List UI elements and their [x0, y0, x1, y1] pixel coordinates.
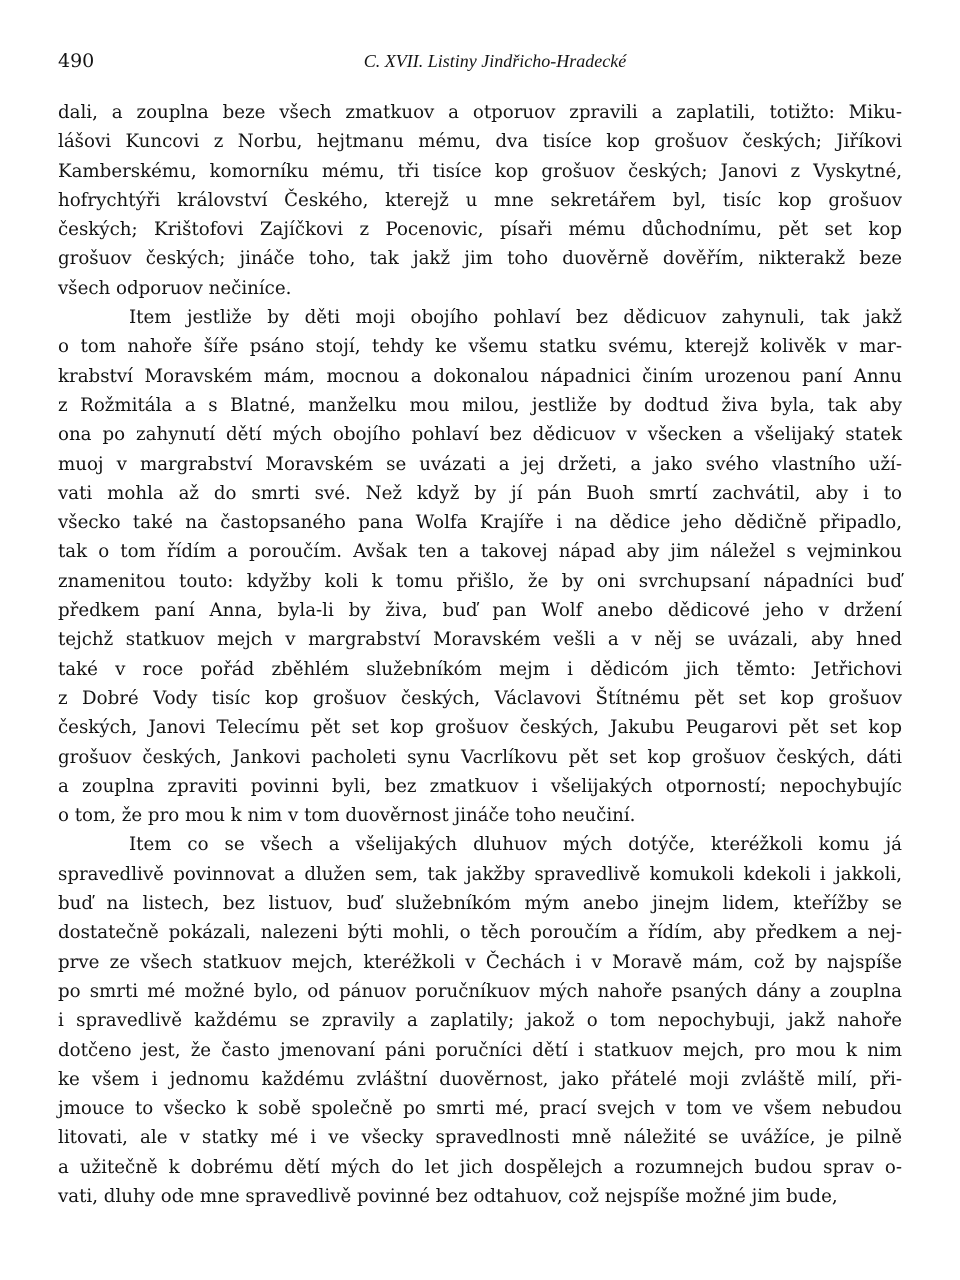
text-line: z Rožmitála a s Blatné, manželku mou milou, jestliže by dodtud živa byla, tak aby — [58, 394, 902, 416]
text-line: a zouplna zpraviti povinni byli, bez zmatkuov i všelijakých otporností; nepochybujíc — [58, 775, 902, 797]
text-line: litovati, ale v statky mé i ve všecky spravedlnosti mně náležité se uvážíce, je pilně — [58, 1127, 902, 1149]
running-head — [58, 48, 902, 78]
text-line: znamenitou touto: kdyžby koli k tomu přišlo, že by oni svrchupsaní nápadníci buď — [58, 570, 902, 592]
text-line: českých, Janovi Telecímu pět set kop grošuov českých, Jakubu Peugarovi pět set kop — [58, 717, 902, 739]
text-line: z Dobré Vody tisíc kop grošuov českých, Václavovi Štítnému pět set kop grošuov — [58, 687, 902, 709]
text-line: dotčeno jest, že často jmenovaní páni poručníci dětí i statkuov mejch, pro mou k nim — [58, 1039, 902, 1061]
text-line: všecko také na častopsaného pana Wolfa Krajíře i na dědice jeho dědičně připadlo, — [58, 512, 902, 534]
text-line: Item co se všech a všelijakých dluhuov mých dotýče, kteréžkoli komu já — [129, 834, 902, 856]
paragraph — [58, 98, 902, 303]
page-number: 490 — [58, 50, 95, 72]
text-line: hofrychtýři království Českého, kterejž u mne sekretářem byl, tisíc kop grošuov — [58, 189, 902, 211]
text-line: předkem paní Anna, byla-li by živa, buď pan Wolf anebo dědicové jeho v držení — [58, 600, 902, 622]
text-line: ona po zahynutí dětí mých obojího pohlaví bez dědicuov v všecken a všelijaký statek — [58, 424, 902, 446]
text-line: grošuov českých, Jankovi pacholeti synu Vacrlíkovu pět set kop grošuov českých, dáti — [58, 746, 902, 768]
text-line: českých; Krištofovi Zajíčkovi z Pocenovic, písaři mému důchodnímu, pět set kop — [58, 219, 902, 241]
text-line: lášovi Kuncovi z Norbu, hejtmanu mému, dva tisíce kop grošuov českých; Jiříkovi — [58, 131, 902, 153]
text-line: buď na listech, bez listuov, buď služebníkóm mým anebo jinejm lidem, kteřížby se — [58, 893, 902, 915]
text-line: ke všem i jednomu každému zvláštní duověrnost, jako přátelé moji zvláště milí, při- — [58, 1068, 902, 1090]
text-line: spravedlivě povinnovat a dlužen sem, tak jakžby spravedlivě komukoli kdekoli i jakkoli, — [58, 863, 902, 885]
running-title: C. XVII. Listiny Jindřicho-Hradecké — [363, 51, 627, 71]
body-text — [58, 98, 902, 1211]
book-page — [58, 48, 902, 1211]
text-line: vati, dluhy ode mne spravedlivě povinné bez odtahuov, což nejspíše možné jim bude, — [58, 1185, 838, 1207]
text-line: všech odporuov nečiníce. — [58, 277, 292, 299]
text-line: po smrti mé možné bylo, od pánuov poručníkuov mých nahoře psaných dány a zouplna — [58, 980, 902, 1002]
text-line: tak o tom řídím a poroučím. Avšak ten a takovej nápad aby jim náležel s vejminkou — [58, 541, 902, 563]
text-line: dostatečně pokázali, nalezeni býti mohli, o těch poroučím a řídím, aby předkem a nej- — [58, 922, 902, 944]
text-line: také v roce pořád zběhlém služebníkóm mejm i dědicóm jich těmto: Jetřichovi — [58, 658, 902, 680]
text-line: grošuov českých; jináče toho, tak jakž jim toho duověrně dověřím, nikterakž beze — [58, 248, 902, 270]
text-line: prve ze všech statkuov mejch, kteréžkoli v Čechách i v Moravě mám, což by najspíše — [58, 951, 902, 973]
text-line: krabství Moravském mám, mocnou a dokonalou nápadnici činím urozenou paní Annu — [58, 365, 902, 387]
text-line: Item jestliže by děti moji obojího pohlaví bez dědicuov zahynuli, tak jakž — [129, 307, 902, 329]
text-line: o tom, že pro mou k nim v tom duověrnost jináče toho neučiní. — [58, 805, 636, 827]
text-line: dali, a zouplna beze všech zmatkuov a otporuov zpravili a zaplatili, totižto: Miku- — [58, 102, 902, 123]
text-line: vati mohla až do smrti své. Než když by jí pán Buoh smrtí zachvátil, aby i to — [58, 482, 902, 504]
text-line: Kamberskému, komorníku mému, tři tisíce kop grošuov českých; Janovi z Vyskytné, — [58, 160, 902, 182]
text-line: o tom nahoře šíře psáno stojí, tehdy ke všemu statku svému, kterejž kolivěk v mar- — [58, 336, 902, 358]
text-line: i spravedlivě každému se zpravily a zaplatily; jakož o tom nepochybuji, jakž nahoře — [58, 1010, 902, 1032]
paragraph — [58, 303, 902, 830]
text-line: muoj v margrabství Moravském se uvázati a jej držeti, a jako svého vlastního uží- — [58, 453, 902, 475]
paragraph — [58, 830, 902, 1211]
text-line: tejchž statkuov mejch v margrabství Moravském vešli a v něj se uvázali, aby hned — [58, 629, 902, 651]
text-line: jmouce to všecko k sobě společně po smrti mé, prací svejch v tom ve všem nebudou — [58, 1098, 902, 1120]
text-line: a užitečně k dobrému dětí mých do let jich dospělejch a rozumnejch budou sprav o- — [58, 1156, 902, 1178]
